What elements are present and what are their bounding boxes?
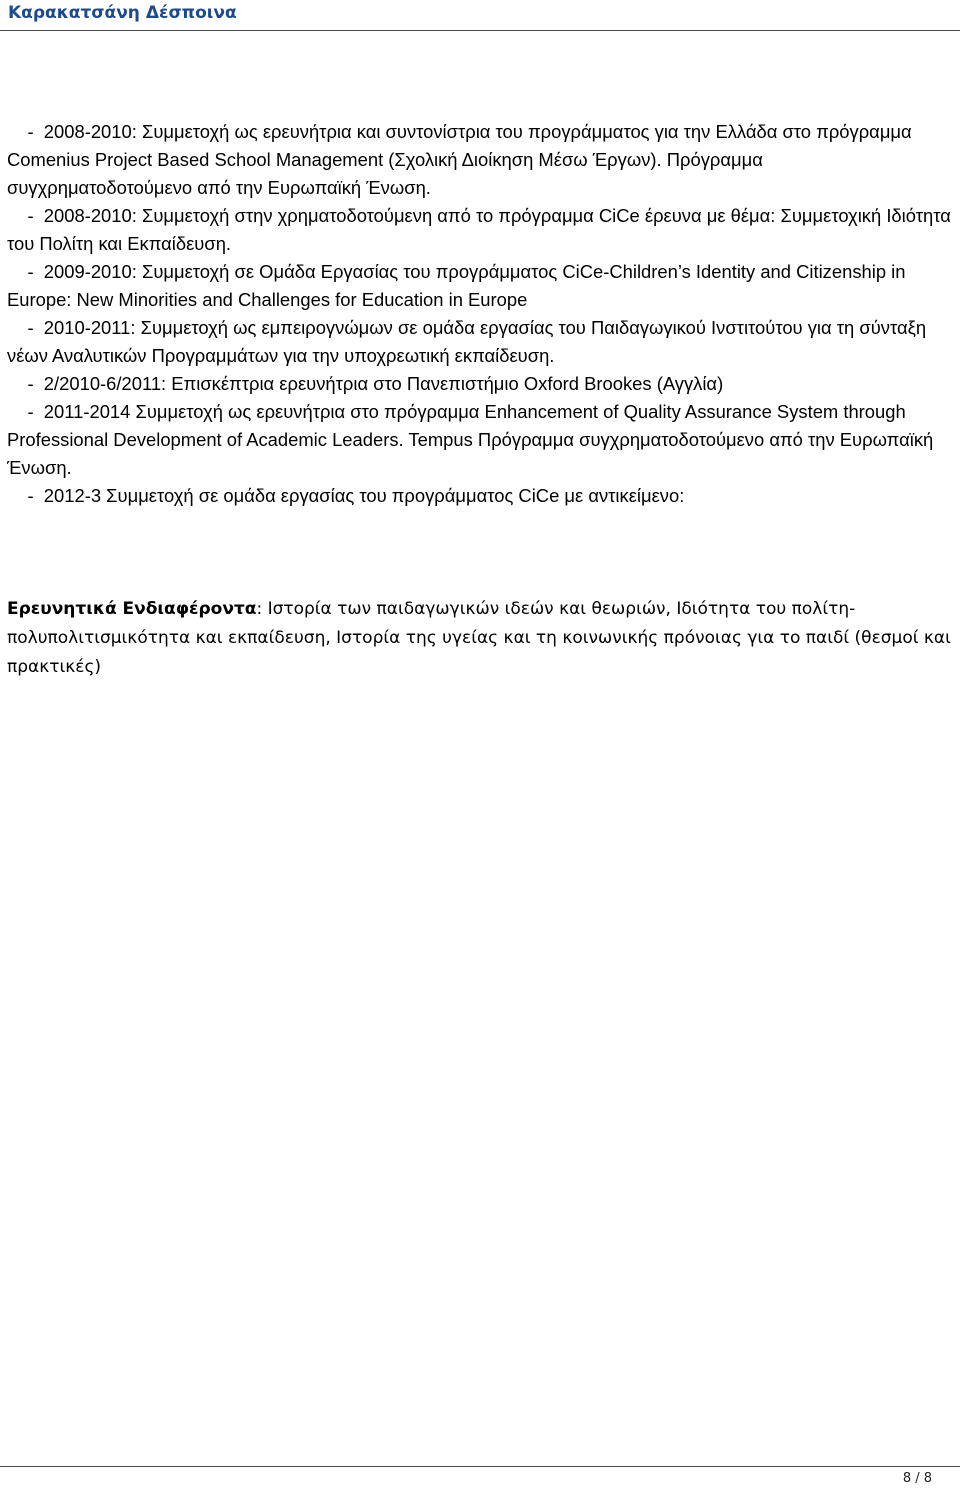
activity-item: - 2008-2010: Συμμετοχή ως ερευνήτρια και συντονίστρια του προγράμματος για την Ελλάδα στο πρόγραμμα Comenius Project Based School Management (Σχολική Διοίκηση Μέσω Έργων). Πρόγραμμα συγχρηματοδοτούμενο από την Ευρωπαϊκή Ένωση.	[7, 121, 917, 198]
activity-item: - 2008-2010: Συμμετοχή στην χρηματοδοτούμενη από το πρόγραμμα CiCe έρευνα με θέμα: Συμμετοχική Ιδιότητα του Πολίτη και Εκπαίδευση.	[7, 205, 956, 254]
activity-item: - 2009-2010: Συμμετοχή σε Ομάδα Εργασίας του προγράμματος CiCe-Children’s Identity and Citizenship in Europe: New Minorities and Challenges for Education in Europe	[7, 261, 911, 310]
header-divider	[0, 30, 960, 31]
activity-item: - 2011-2014 Συμμετοχή ως ερευνήτρια στο πρόγραμμα Enhancement of Quality Assurance System through Professional Development of Academic Leaders. Tempus Πρόγραμμα συγχρηματοδοτούμενο από την Ευρωπαϊκή Ένωση.	[7, 401, 939, 478]
activity-item: - 2/2010-6/2011: Επισκέπτρια ερευνήτρια στο Πανεπιστήμιο Oxford Brookes (Αγγλία)	[7, 373, 724, 394]
footer-divider	[0, 1466, 960, 1467]
page-header	[0, 0, 960, 28]
section-spacer	[7, 510, 953, 594]
research-interests-heading: Ερευνητικά Ενδιαφέροντα	[7, 599, 257, 619]
activity-item: - 2010-2011: Συμμετοχή ως εμπειρογνώμων σε ομάδα εργασίας του Παιδαγωγικού Ινστιτούτου για τη σύνταξη νέων Αναλυτικών Προγραμμάτων για την υποχρεωτική εκπαίδευση.	[7, 317, 932, 366]
research-interests	[7, 594, 953, 681]
research-interests-text: : Ιστορία των παιδαγωγικών ιδεών και θεωριών, Ιδιότητα του πολίτη-πολυπολιτισμικότητα και εκπαίδευση, Ιστορία της υγείας και τη κοινωνικής πρόνοιας για το παιδί (θεσμοί και πρακτικές)	[7, 599, 951, 677]
document-author-title: Καρακατσάνη Δέσποινα	[8, 3, 237, 23]
activity-item: - 2012-3 Συμμετοχή σε ομάδα εργασίας του προγράμματος CiCe με αντικείμενο:	[7, 485, 685, 506]
page-number: 8 / 8	[902, 1471, 932, 1486]
document-body	[7, 118, 956, 681]
